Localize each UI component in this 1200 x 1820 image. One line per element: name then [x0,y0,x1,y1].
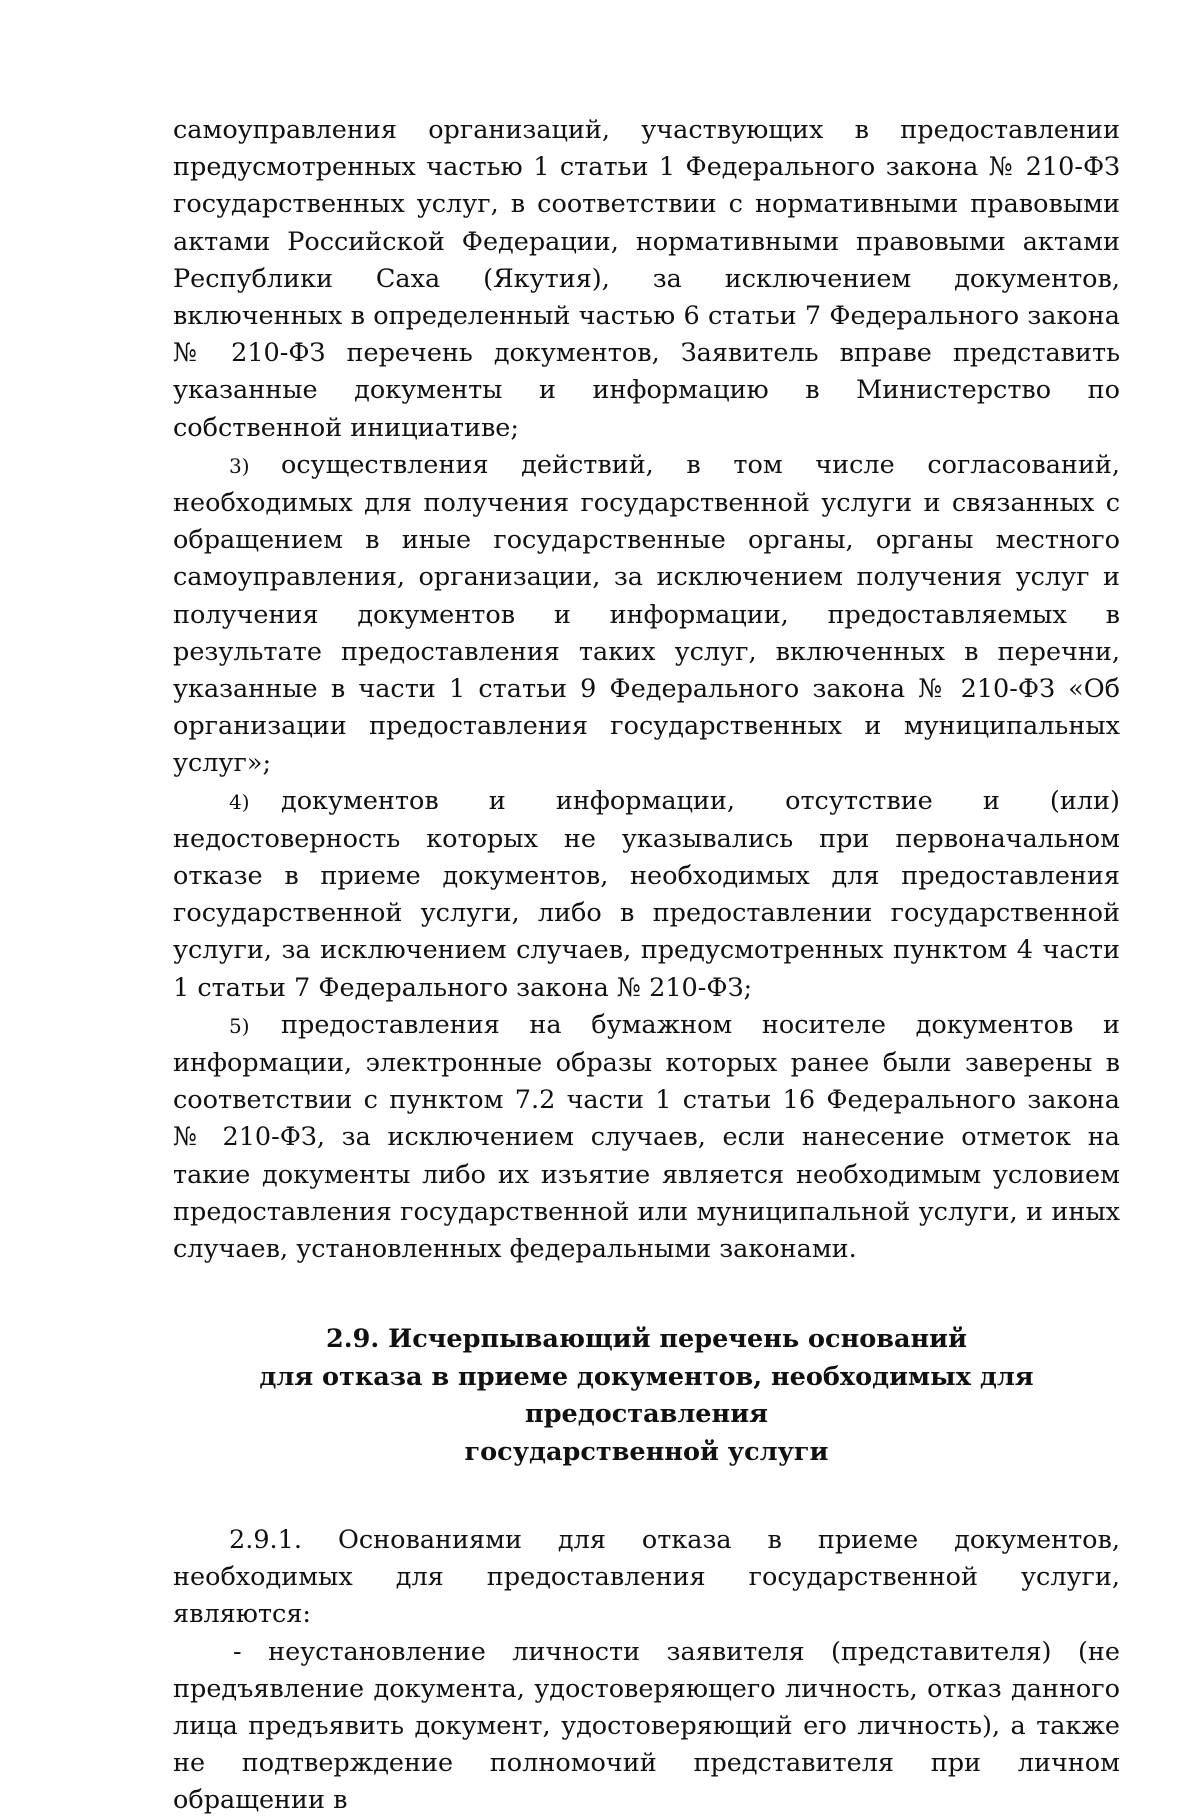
list-item-text: предоставления на бумажном носителе документов и информации, электронные образы которых ранее были заверены в соответствии с пунктом 7.2 части 1 статьи 16 Федерального закона № 210-ФЗ, за исключением случаев, если нанесение отметок на такие документы либо их изъятие является необходимым условием предоставления государственной или муниципальной услуги, и иных случаев, установленных федеральными законами. [173,1009,1120,1265]
list-marker: 4) [229,789,250,814]
heading-line-3: государственной услуги [464,1436,829,1467]
paragraph-text: - неустановление личности заявителя (представителя) (не предъявление документа, удостоверяющего личность, отказ данного лица предъявить документ, удостоверяющий его личность), а также не подтверждение полномочий представителя при личном обращении в [173,1636,1120,1816]
list-item-3 [173,447,1120,783]
section-heading [173,1321,1120,1471]
paragraph-2-9-1 [173,1522,1120,1634]
heading-line-1: 2.9. Исчерпывающий перечень оснований [326,1324,967,1355]
paragraph-continuation [173,112,1120,447]
list-item-text: документов и информации, отсутствие и (или) недостоверность которых не указывались при первоначальном отказе в приеме документов, необходимых для предоставления государственной услуги, либо в предоставлении государственной услуги, за исключением случаев, предусмотренных пунктом 4 части 1 статьи 7 Федерального закона № 210-ФЗ; [173,785,1120,1003]
dash-list-item [173,1634,1120,1820]
paragraph-text: самоуправления организаций, участвующих в предоставлении предусмотренных частью 1 статьи 1 Федерального закона № 210-ФЗ государственных услуг, в соответствии с нормативными правовыми актами Российской Федерации, нормативными правовыми актами Республики Саха (Якутия), за исключением документов, включенных в определенный частью 6 статьи 7 Федерального закона № 210-ФЗ перечень документов, Заявитель вправе представить указанные документы и информацию в Министерство по собственной инициативе; [173,115,1120,443]
list-item-5 [173,1007,1120,1268]
heading-line-2: для отказа в приеме документов, необходимых для предоставления [259,1361,1034,1430]
list-item-4 [173,783,1120,1007]
document-body [173,112,1120,1820]
list-marker: 3) [229,453,250,478]
list-marker: 5) [229,1013,250,1038]
paragraph-text: 2.9.1. Основаниями для отказа в приеме документов, необходимых для предоставления государственной услуги, являются: [173,1524,1120,1630]
list-item-text: осуществления действий, в том числе согласований, необходимых для получения государственной услуги и связанных с обращением в иные государственные органы, органы местного самоуправления, организации, за исключением получения услуг и получения документов и информации, предоставляемых в результате предоставления таких услуг, включенных в перечни, указанные в части 1 статьи 9 Федерального закона № 210-ФЗ «Об организации предоставления государственных и муниципальных услуг»; [173,449,1120,779]
